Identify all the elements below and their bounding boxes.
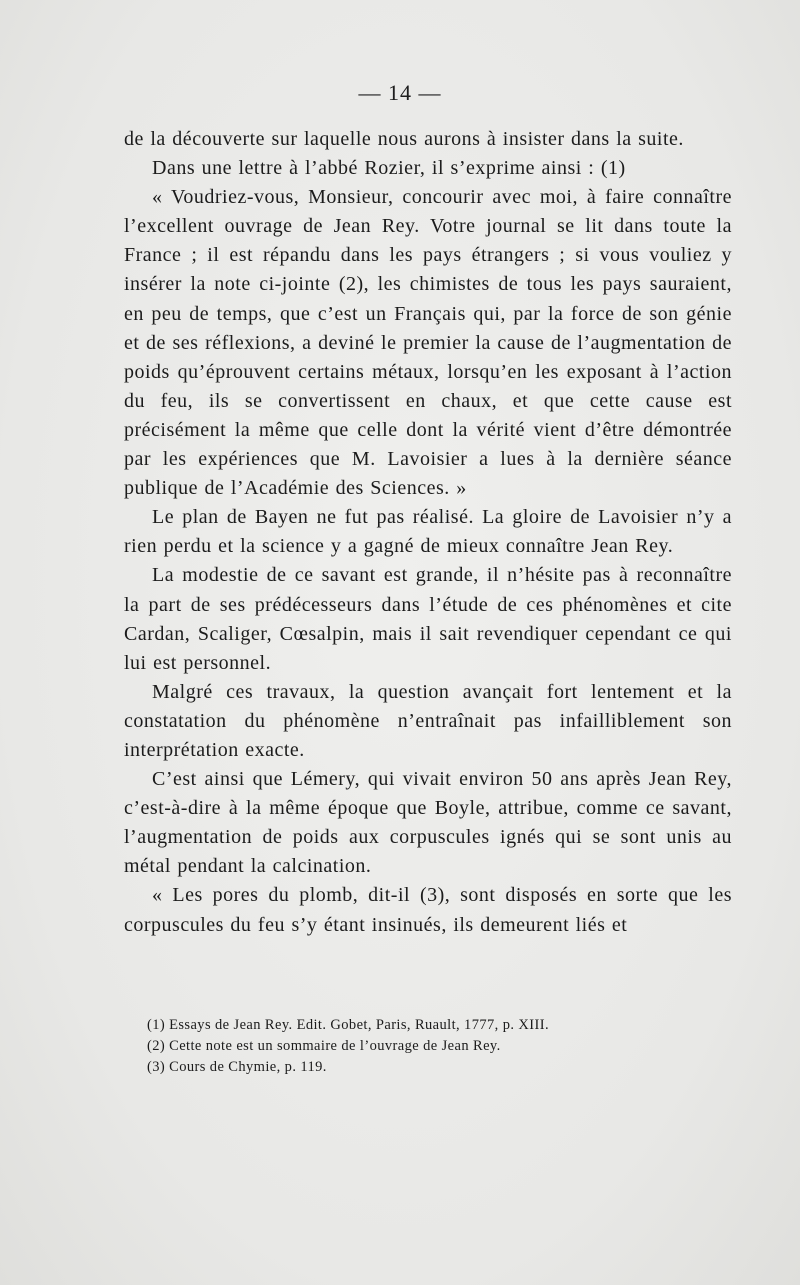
paragraph-bayen: Le plan de Bayen ne fut pas réalisé. La gloire de Lavoisier n’y a rien perdu et la science y a gagné de mieux connaître Jean Rey. — [124, 506, 732, 558]
paragraph-lemery: C’est ainsi que Lémery, qui vivait environ 50 ans après Jean Rey, c’est-à-dire à la même époque que Boyle, attribue, comme ce savant, l’augmentation de poids aux corpuscules ignés qui se sont unis au métal pendant la calcination. — [124, 768, 732, 878]
paragraph-pores-quote: « Les pores du plomb, dit-il (3), sont disposés en sorte que les corpuscules du feu s’y étant insinués, ils demeurent liés et — [124, 884, 732, 936]
footnote-1: (1) Essays de Jean Rey. Edit. Gobet, Paris, Ruault, 1777, p. XIII. — [147, 1017, 549, 1033]
footnote-2: (2) Cette note est un sommaire de l’ouvrage de Jean Rey. — [147, 1038, 501, 1054]
footnotes — [147, 1015, 707, 1078]
paragraph-letter-quote: « Voudriez-vous, Monsieur, concourir avec moi, à faire connaître l’excellent ouvrage de Jean Rey. Votre journal se lit dans toute la France ; il est répandu dans les pays étrangers ; si vous vouliez y insérer la note ci-jointe (2), les chimistes de tous les pays sauraient, en peu de temps, que c’est un Français qui, par la force de son génie et de ses réflexions, a deviné le premier la cause de l’augmentation de poids qu’éprouvent certains métaux, lorsqu’en les exposant à l’action du feu, ils se convertissent en chaux, et que cette cause est précisément la même que celle dont la vérité vient d’être démontrée par les expériences que M. Lavoisier a lues à la dernière séance publique de l’Académie des Sciences. » — [124, 186, 732, 500]
footnote-3: (3) Cours de Chymie, p. 119. — [147, 1059, 327, 1075]
paragraph-continuation: de la découverte sur laquelle nous aurons à insister dans la suite. — [124, 128, 684, 150]
page-number: — 14 — — [358, 80, 442, 105]
paragraph-modestie: La modestie de ce savant est grande, il n’hésite pas à reconnaître la part de ses prédécesseurs dans l’étude de ces phénomènes et cite Cardan, Scaliger, Cœsalpin, mais il sait revendiquer cependant ce qui lui est personnel. — [124, 564, 732, 674]
body-text — [124, 125, 732, 940]
paragraph-letter-intro: Dans une lettre à l’abbé Rozier, il s’exprime ainsi : (1) — [152, 157, 626, 180]
paragraph-malgre: Malgré ces travaux, la question avançait fort lentement et la constatation du phénomène n’entraînait pas infailliblement son interprétation exacte. — [124, 680, 732, 761]
